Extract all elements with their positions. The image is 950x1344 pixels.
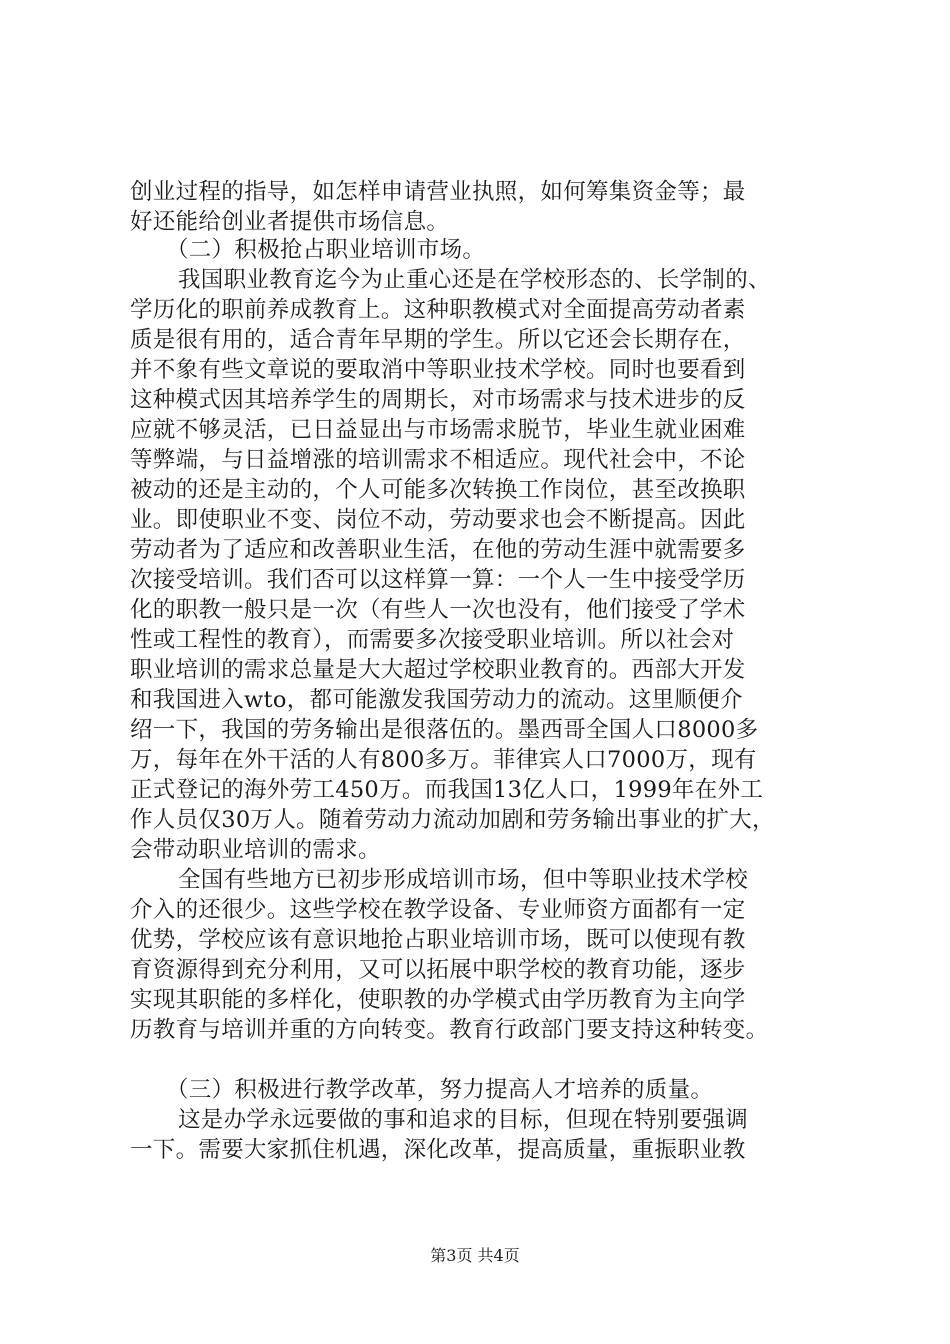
body-text-line: 和我国进入wto，都可能激发我国劳动力的流动。这里顺便介 [130,687,743,713]
body-text-line: 好还能给创业者提供市场信息。 [130,209,450,235]
body-text-line: 化的职教一般只是一次（有些人一次也没有，他们接受了学术 [130,597,746,623]
body-text-line: 学历化的职前养成教育上。这种职教模式对全面提高劳动者素 [130,297,746,323]
body-text-line: 会带动职业培训的需求。 [130,837,381,863]
body-text-line: 作人员仅30万人。随着劳动力流动加剧和劳务输出事业的扩大， [130,807,775,833]
body-text-line: 一下。需要大家抓住机遇，深化改革，提高质量，重振职业教 [130,1137,746,1163]
body-text-line: 优势，学校应该有意识地抢占职业培训市场，既可以使现有教 [130,927,746,953]
body-text-line: 性或工程性的教育），而需要多次接受职业培训。所以社会对 [130,627,735,653]
body-text-line: 我国职业教育迄今为止重心还是在学校形态的、长学制的、 [178,267,771,293]
body-text-line: 绍一下，我国的劳务输出是很落伍的。墨西哥全国人口8000多 [130,717,759,743]
body-text-line: 实现其职能的多样化，使职教的办学模式由学历教育为主向学 [130,987,746,1013]
section-heading: （三）积极进行教学改革，努力提高人才培养的质量。 [166,1077,714,1103]
body-text-line: 应就不够灵活，已日益显出与市场需求脱节，毕业生就业困难 [130,417,746,443]
page-number-footer: 第3页 共4页 [430,1246,520,1265]
body-text-line: 正式登记的海外劳工450万。而我国13亿人口，1999年在外工 [130,777,764,803]
body-text-line: 创业过程的指导，如怎样申请营业执照，如何筹集资金等；最 [130,179,746,205]
body-text-line: 历教育与培训并重的方向转变。教育行政部门要支持这种转变。 [130,1017,769,1043]
body-text-line: 育资源得到充分利用，又可以拓展中职学校的教育功能，逐步 [130,957,746,983]
body-text-line: 等弊端，与日益增涨的培训需求不相适应。现代社会中，不论 [130,447,746,473]
body-text-line: 这种模式因其培养学生的周期长，对市场需求与技术进步的反 [130,387,746,413]
body-text-line: 次接受培训。我们否可以这样算一算：一个人一生中接受学历 [130,567,746,593]
section-heading: （二）积极抢占职业培训市场。 [166,237,486,263]
body-text-line: 并不象有些文章说的要取消中等职业技术学校。同时也要看到 [130,357,746,383]
body-text-line: 质是很有用的，适合青年早期的学生。所以它还会长期存在， [130,327,746,353]
body-text-line: 被动的还是主动的，个人可能多次转换工作岗位，甚至改换职 [130,477,746,503]
body-text-line: 万，每年在外干活的人有800多万。菲律宾人口7000万，现有 [130,747,757,773]
body-text-line: 劳动者为了适应和改善职业生活，在他的劳动生涯中就需要多 [130,537,746,563]
body-text-line: 业。即使职业不变、岗位不动，劳动要求也会不断提高。因此 [130,507,746,533]
body-text-line: 这是办学永远要做的事和追求的目标，但现在特别要强调 [178,1107,749,1133]
body-text-line: 介入的还很少。这些学校在教学设备、专业师资方面都有一定 [130,897,746,923]
body-text-line: 职业培训的需求总量是大大超过学校职业教育的。西部大开发 [130,657,746,683]
body-text-line: 全国有些地方已初步形成培训市场，但中等职业技术学校 [178,867,749,893]
